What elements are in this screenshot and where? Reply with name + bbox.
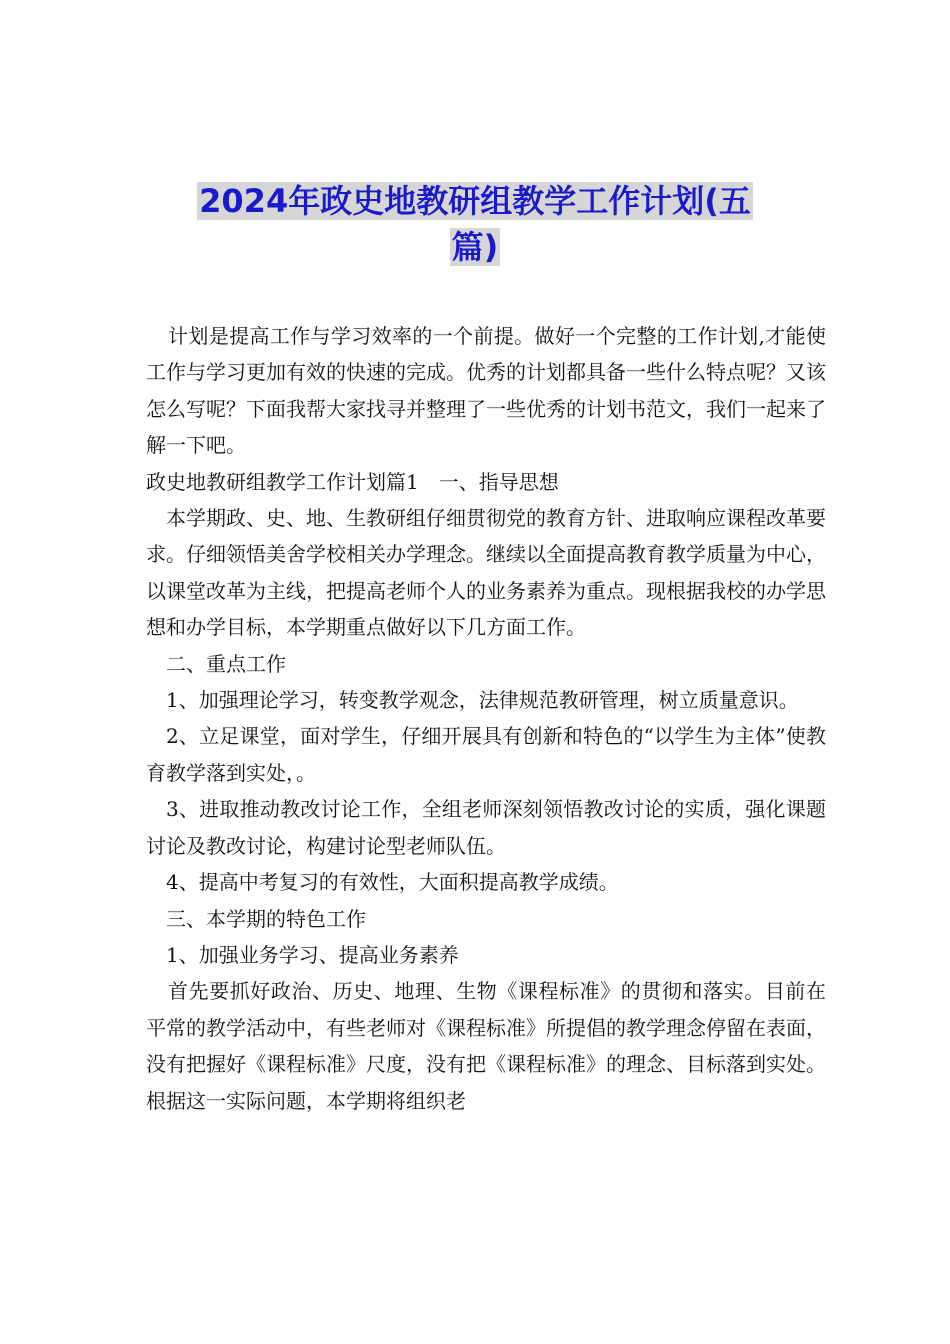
document-title: [130, 178, 820, 270]
document-body: [146, 318, 826, 1119]
list-item-2: 2、立足课堂，面对学生，仔细开展具有创新和特色的“以学生为主体”使教育教学落到实处，。: [146, 724, 826, 785]
paragraph-section-heading: 政史地教研组教学工作计划篇1 一、指导思想: [146, 469, 559, 494]
subheading-study: 1、加强业务学习、提高业务素养: [166, 942, 459, 967]
heading-special-work: 三、本学期的特色工作: [166, 906, 366, 931]
heading-key-work: 二、重点工作: [166, 651, 286, 676]
paragraph-curriculum: 首先要抓好政治、历史、地理、生物《课程标准》的贯彻和落实。目前在平常的教学活动中，有些老师对《课程标准》所提倡的教学理念停留在表面，没有把握好《课程标准》尺度，没有把《课程标准》的理念、目标落到实处。根据这一实际问题，本学期将组织老: [146, 979, 826, 1113]
list-item-4: 4、提高中考复习的有效性，大面积提高教学成绩。: [166, 870, 619, 895]
title-line-2: 篇): [451, 228, 499, 266]
list-item-3: 3、进取推动教改讨论工作，全组老师深刻领悟教改讨论的实质，强化课题讨论及教改讨论，构建讨论型老师队伍。: [146, 797, 826, 858]
list-item-1: 1、加强理论学习，转变教学观念，法律规范教研管理，树立质量意识。: [166, 688, 799, 713]
paragraph-guiding-thought: 本学期政、史、地、生教研组仔细贯彻党的教育方针、进取响应课程改革要求。仔细领悟美舍学校相关办学理念。继续以全面提高教育教学质量为中心，以课堂改革为主线，把提高老师个人的业务素养为重点。现根据我校的办学思想和办学目标，本学期重点做好以下几方面工作。: [146, 506, 826, 640]
paragraph-intro: 计划是提高工作与学习效率的一个前提。做好一个完整的工作计划,才能使工作与学习更加有效的快速的完成。优秀的计划都具备一些什么特点呢？又该怎么写呢？下面我帮大家找寻并整理了一些优秀的计划书范文，我们一起来了解一下吧。: [146, 324, 826, 458]
title-line-1: 2024年政史地教研组教学工作计划(五: [199, 182, 751, 220]
